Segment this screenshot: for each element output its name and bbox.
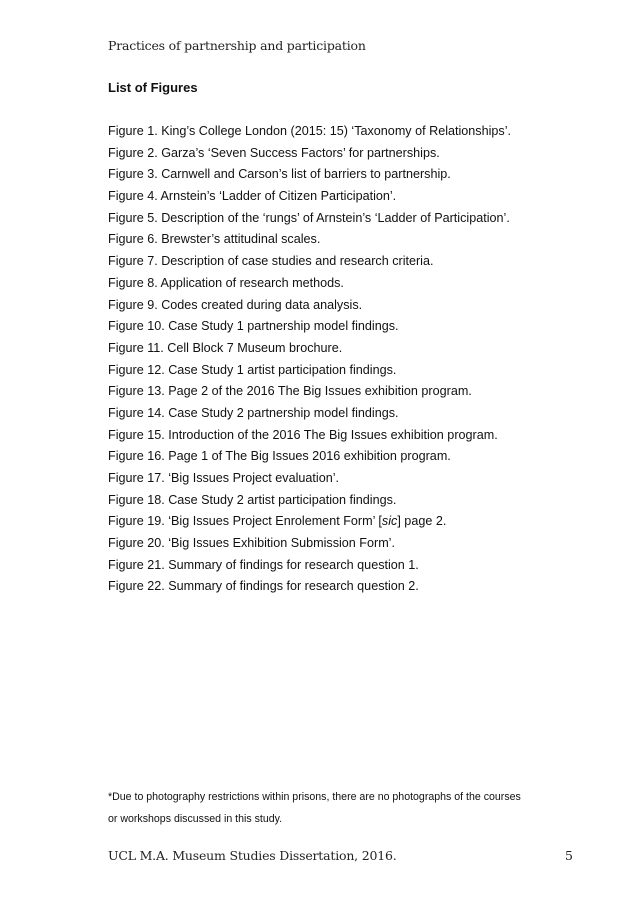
figure-label: Figure 4. Arnstein’s ‘Ladder of Citizen Participation’. [108, 189, 397, 204]
figure-list-item [108, 403, 511, 425]
footnote-line-2: or workshops discussed in this study. [108, 813, 283, 825]
figure-label: Figure 17. ‘Big Issues Project evaluation’. [108, 471, 340, 485]
footnote-line-1: *Due to photography restrictions within prisons, there are no photographs of the courses [108, 791, 521, 803]
figure-list-item [108, 338, 511, 360]
figure-list-item [108, 555, 511, 577]
figure-label: Figure 7. Description of case studies and research criteria. [108, 254, 434, 269]
figure-label: Figure 22. Summary of findings for research question 2. [108, 579, 419, 594]
figure-list-item [108, 360, 511, 382]
figure-label: Figure 19. ‘Big Issues Project Enrolement Form’ [ [108, 514, 382, 529]
figure-label: Figure 13. Page 2 of the 2016 The Big Issues exhibition program. [108, 384, 472, 399]
figure-label: Figure 15. Introduction of the 2016 The Big Issues exhibition program. [108, 427, 498, 442]
footnote [108, 786, 578, 830]
figure-list-item [108, 446, 511, 468]
figure-label: Figure 6. Brewster’s attitudinal scales. [108, 232, 321, 247]
figure-label: Figure 10. Case Study 1 partnership model findings. [108, 319, 399, 334]
figure-label: Figure 1. King’s College London (2015: 15) ‘Taxonomy of Relationships’. [108, 124, 512, 138]
figure-list-item [108, 576, 511, 598]
figure-list-item [108, 316, 511, 338]
figure-label: Figure 16. Page 1 of The Big Issues 2016 exhibition program. [108, 449, 451, 464]
figure-label: Figure 21. Summary of findings for research question 1. [108, 557, 419, 572]
figure-list-item [108, 229, 511, 251]
figure-label: Figure 18. Case Study 2 artist participation findings. [108, 492, 397, 507]
running-header: Practices of partnership and participation [108, 38, 366, 53]
figure-list-item [108, 121, 511, 143]
figure-list-item [108, 143, 511, 165]
figure-label: Figure 11. Cell Block 7 Museum brochure. [108, 340, 343, 355]
figure-label-after: ] page 2. [397, 514, 447, 529]
figure-label: Figure 9. Codes created during data analysis. [108, 297, 363, 312]
figure-list-item [108, 273, 511, 295]
figure-list-item [108, 490, 511, 512]
page-title: List of Figures [108, 80, 198, 95]
page-footer: UCL M.A. Museum Studies Dissertation, 2016. [108, 848, 397, 863]
figure-label: Figure 2. Garza’s ‘Seven Success Factors’ for partnerships. [108, 145, 440, 160]
figure-list-item [108, 251, 511, 273]
figure-list-item [108, 186, 511, 208]
figure-label: Figure 20. ‘Big Issues Exhibition Submission Form’. [108, 536, 395, 551]
figure-list-item [108, 208, 511, 230]
figure-label: Figure 3. Carnwell and Carson’s list of barriers to partnership. [108, 167, 451, 182]
figure-label: Figure 12. Case Study 1 artist participation findings. [108, 362, 397, 377]
figure-list-item [108, 425, 511, 447]
figure-label: Figure 5. Description of the ‘rungs’ of Arnstein’s ‘Ladder of Participation’. [108, 210, 510, 225]
figure-list-item [108, 295, 511, 317]
figure-list [108, 121, 511, 598]
figure-list-item [108, 511, 511, 533]
figure-label: Figure 8. Application of research methods. [108, 275, 344, 290]
figure-list-item [108, 468, 511, 490]
figure-list-item [108, 164, 511, 186]
figure-list-item [108, 381, 511, 403]
figure-label-italic: sic [381, 514, 398, 529]
page-number: 5 [565, 848, 573, 863]
figure-list-item [108, 533, 511, 555]
figure-label: Figure 14. Case Study 2 partnership model findings. [108, 405, 399, 420]
